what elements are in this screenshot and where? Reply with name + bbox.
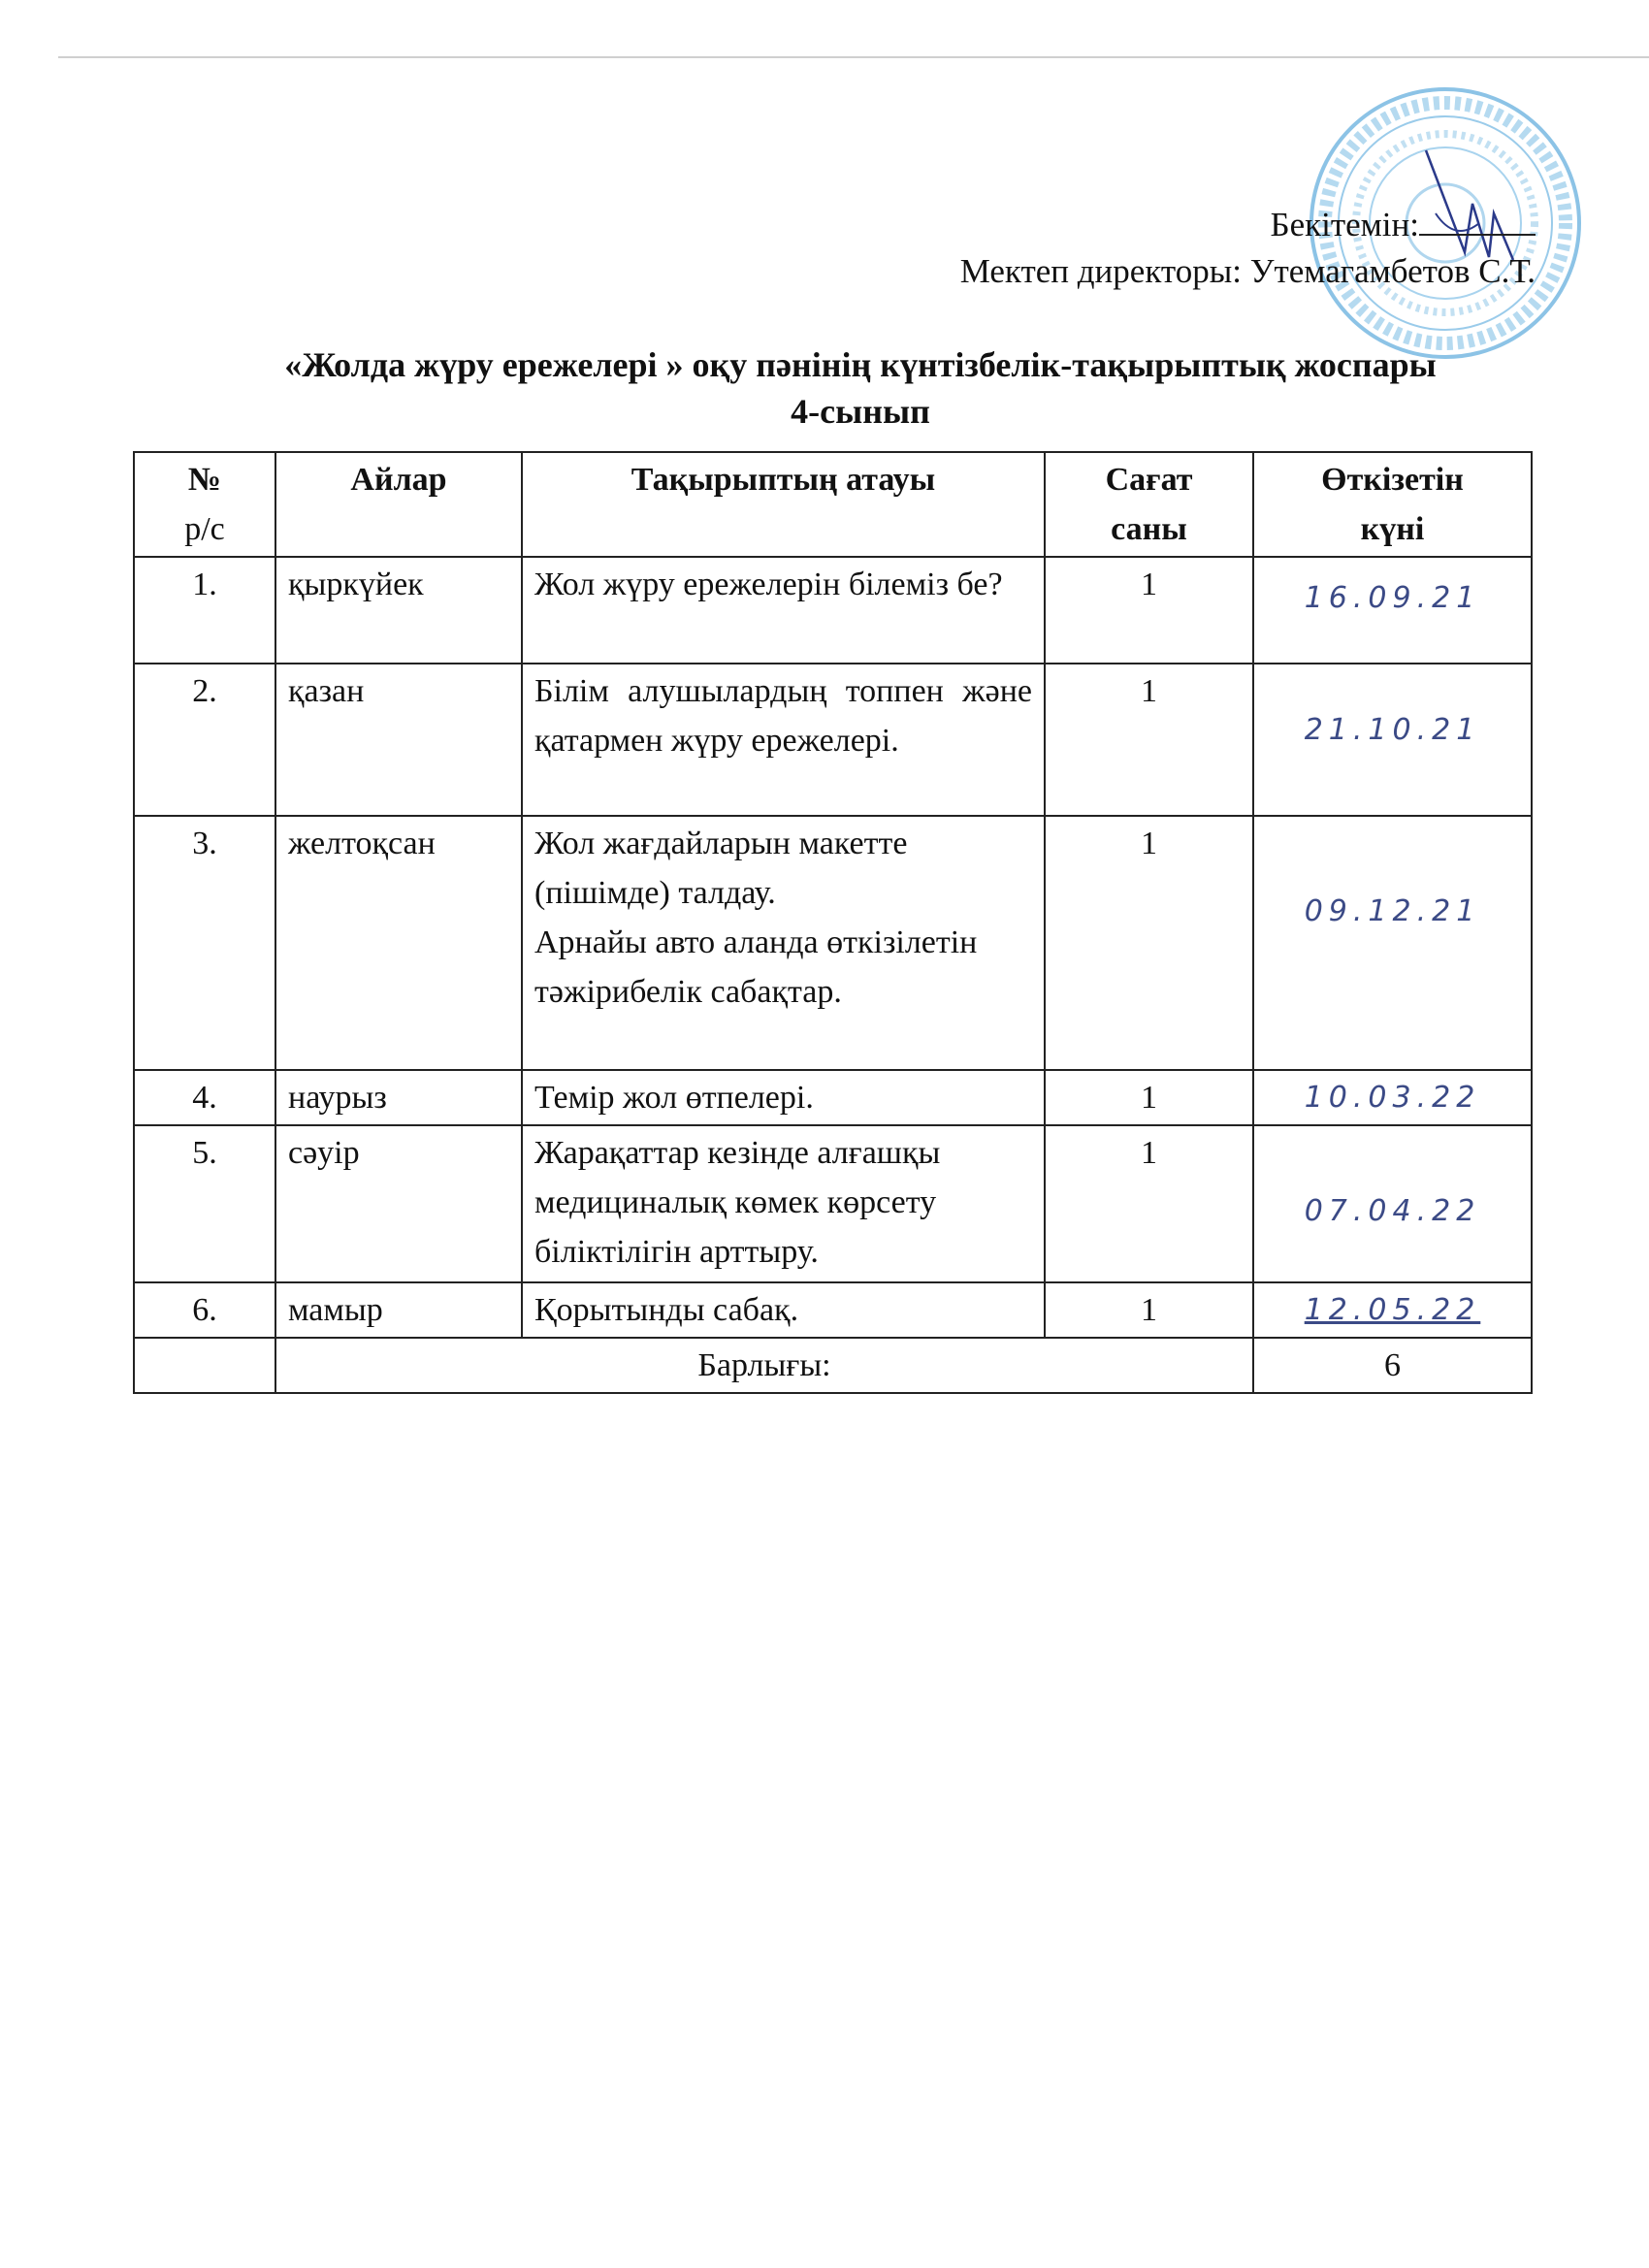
row-month: желтоқсан: [275, 816, 522, 1070]
table-row: [134, 1125, 1532, 1282]
row-hours: 1: [1045, 1125, 1253, 1282]
row-topic: Жарақаттар кезінде алғашқы медициналық көмек көрсету біліктілігін арттыру.: [522, 1125, 1045, 1282]
row-date: [1253, 664, 1532, 816]
row-topic: Қорытынды сабақ.: [522, 1282, 1045, 1338]
row-date: [1253, 816, 1532, 1070]
row-month: наурыз: [275, 1070, 522, 1125]
row-num: 2.: [134, 664, 275, 816]
handwritten-date: 10.03.22: [1304, 1081, 1481, 1115]
row-topic: Жол жүру ережелерін білеміз бе?: [522, 557, 1045, 664]
row-num: 3.: [134, 816, 275, 1070]
table-row: [134, 816, 1532, 1070]
row-hours: 1: [1045, 816, 1253, 1070]
row-hours: 1: [1045, 1282, 1253, 1338]
row-date: [1253, 557, 1532, 664]
row-num: 6.: [134, 1282, 275, 1338]
table-row: [134, 557, 1532, 664]
handwritten-date: 16.09.21: [1304, 581, 1481, 615]
handwritten-date: 07.04.22: [1304, 1194, 1481, 1228]
title-main: «Жолда жүру ережелері » оқу пәнінің күнтізбелік-тақырыптық жоспары: [284, 345, 1437, 384]
row-month: сәуір: [275, 1125, 522, 1282]
total-label: Барлығы:: [275, 1338, 1253, 1393]
signature-line: [1419, 205, 1536, 236]
table-header-row: [134, 452, 1532, 557]
document-title: [0, 341, 1649, 435]
header-topic: Тақырыптың атауы: [522, 452, 1045, 557]
row-month: қыркүйек: [275, 557, 522, 664]
row-date: [1253, 1125, 1532, 1282]
row-hours: 1: [1045, 1070, 1253, 1125]
scan-top-edge: [58, 56, 1649, 58]
director-line: Мектеп директоры: Утемагамбетов С.Т.: [959, 252, 1536, 290]
row-month: мамыр: [275, 1282, 522, 1338]
header-hours: Сағат саны: [1045, 452, 1253, 557]
table-row: [134, 1070, 1532, 1125]
handwritten-date: 21.10.21: [1304, 713, 1481, 747]
title-grade: 4-сынып: [791, 392, 930, 431]
row-topic: Темір жол өтпелері.: [522, 1070, 1045, 1125]
row-topic: Білім алушылардың топпен және қатармен жүру ережелері.: [522, 664, 1045, 816]
table-row: [134, 664, 1532, 816]
total-empty-cell: [134, 1338, 275, 1393]
table-row: [134, 1282, 1532, 1338]
row-topic: Жол жағдайларын макетте (пішімде) талдау. Арнайы авто аланда өткізілетін тәжірибелік сабақтар.: [522, 816, 1045, 1070]
approval-block: [960, 202, 1536, 295]
row-date: [1253, 1282, 1532, 1338]
row-num: 4.: [134, 1070, 275, 1125]
row-num: 1.: [134, 557, 275, 664]
approved-label: Бекітемін:: [1270, 206, 1419, 243]
row-date: [1253, 1070, 1532, 1125]
row-hours: 1: [1045, 664, 1253, 816]
row-num: 5.: [134, 1125, 275, 1282]
row-month: қазан: [275, 664, 522, 816]
header-date: Өткізетін күні: [1253, 452, 1532, 557]
header-num: № р/с: [134, 452, 275, 557]
handwritten-date: 09.12.21: [1304, 894, 1481, 928]
row-hours: 1: [1045, 557, 1253, 664]
plan-table: [133, 451, 1533, 1394]
total-row: [134, 1338, 1532, 1393]
header-months: Айлар: [275, 452, 522, 557]
handwritten-date: 12.05.22: [1304, 1293, 1481, 1327]
total-value: 6: [1253, 1338, 1532, 1393]
